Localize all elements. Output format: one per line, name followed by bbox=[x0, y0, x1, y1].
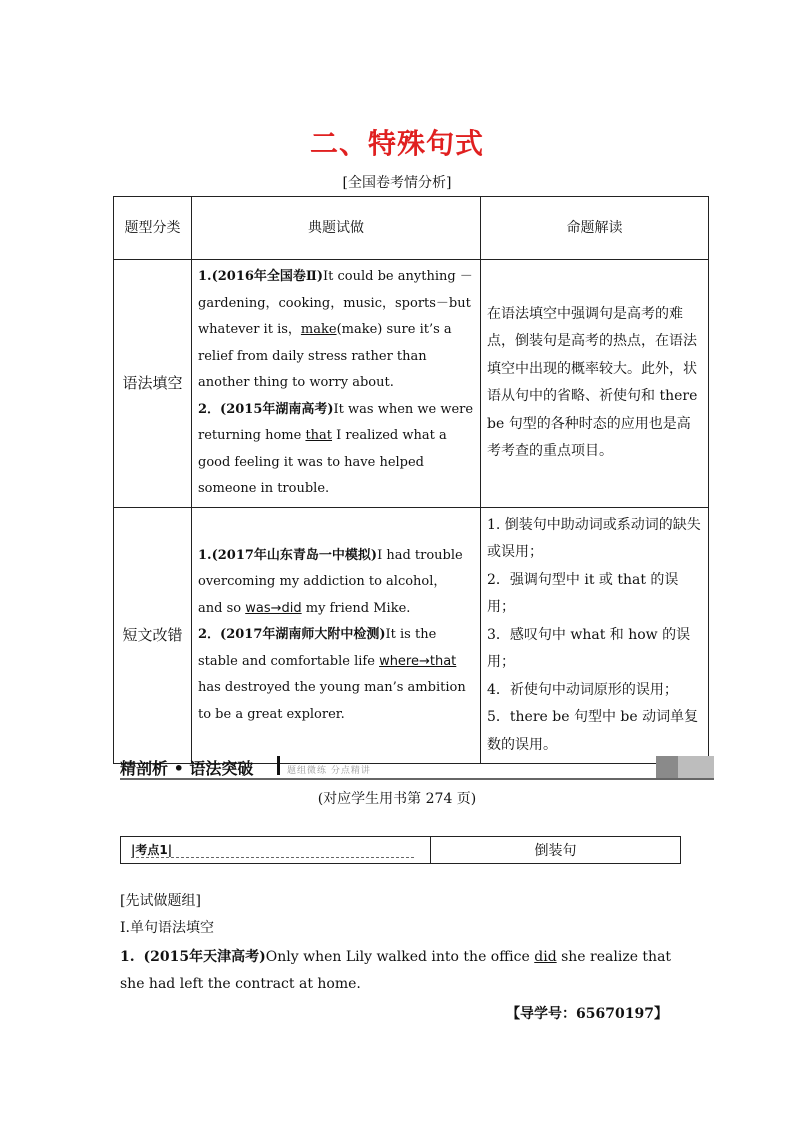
analysis-item: 3．感叹句中 what 和 how 的误用； bbox=[487, 626, 691, 670]
decor-block bbox=[656, 756, 678, 778]
q-text: It is the stable and comfortable life bbox=[198, 627, 437, 669]
guide-number: 【导学号：65670197】 bbox=[506, 1006, 668, 1022]
analysis-item: 1. 倒装句中助动词或系动词的缺失或误用； bbox=[487, 516, 701, 560]
q-text: It was when we were returning home bbox=[198, 401, 474, 443]
q-text: my friend Mike. bbox=[301, 600, 411, 616]
q-num: 2． bbox=[198, 401, 221, 417]
row-type: 语法填空 bbox=[114, 260, 192, 508]
table-row bbox=[114, 260, 709, 508]
table-header-row bbox=[114, 197, 709, 260]
header-questions: 典题试做 bbox=[192, 197, 481, 260]
q-answer: that bbox=[305, 428, 333, 443]
q-text: I realized what a good feeling it was to have helped someone in trouble. bbox=[198, 428, 447, 496]
analysis-item: 2．强调句型中 it 或 that 的误用； bbox=[487, 571, 679, 615]
table-caption: [全国卷考情分析] bbox=[342, 175, 452, 191]
group-title: [先试做题组] bbox=[120, 893, 201, 909]
q-source: (2017年山东青岛一中模拟) bbox=[211, 547, 378, 563]
question-item bbox=[198, 543, 474, 623]
q-text: Only when Lily walked into the office bbox=[265, 949, 535, 965]
q-text: she realize that she had left the contract at home. bbox=[120, 949, 672, 992]
q-num: 1. bbox=[120, 949, 135, 965]
analysis-table bbox=[113, 196, 709, 764]
q-num: 1. bbox=[198, 269, 212, 284]
q-source: (2015年湖南高考) bbox=[220, 401, 334, 417]
header-analysis: 命题解读 bbox=[481, 197, 709, 260]
decor-block bbox=[678, 756, 714, 778]
q-source: (2015年天津高考) bbox=[143, 949, 266, 965]
q-source: (2016年全国卷Ⅱ) bbox=[211, 269, 324, 284]
question-item bbox=[198, 622, 474, 728]
section-separator bbox=[277, 756, 280, 775]
section-subtitle: 题组微练 分点精讲 bbox=[287, 766, 371, 776]
row-questions bbox=[192, 507, 481, 764]
q-answer: where→that bbox=[379, 653, 457, 669]
row-questions bbox=[192, 260, 481, 508]
q-text: has destroyed the young man’s ambition to be a great explorer. bbox=[198, 680, 466, 722]
q-answer: was→did bbox=[245, 600, 302, 616]
q-answer: make bbox=[300, 322, 337, 337]
section-title: 精剖析 • 语法突破 bbox=[120, 759, 254, 778]
section-header-bar bbox=[120, 756, 714, 780]
page-title: 二、特殊句式 bbox=[309, 127, 484, 160]
analysis-item: 5．there be 句型中 be 动词单复数的误用。 bbox=[487, 709, 699, 753]
question-item bbox=[198, 264, 474, 397]
kaodian-label: |考点1| bbox=[131, 843, 173, 857]
analysis-item: 4．祈使句中动词原形的误用； bbox=[487, 681, 678, 698]
kaodian-box bbox=[120, 836, 681, 864]
row-analysis: 在语法填空中强调句是高考的难点，倒装句是高考的热点，在语法填空中出现的概率较大。此外，状语从句中的省略、祈使句和 there be 句型的各种时态的应用也是高考考查的重点项目。 bbox=[481, 260, 709, 508]
kaodian-title: 倒装句 bbox=[534, 843, 577, 859]
kaodian-dash-line bbox=[131, 857, 414, 858]
q-answer: did bbox=[534, 949, 557, 965]
table-row bbox=[114, 507, 709, 764]
header-type: 题型分类 bbox=[114, 197, 192, 260]
q-text: It could be anything －gardening，cooking，music，sports－but whatever it is， bbox=[198, 269, 473, 337]
row-analysis bbox=[481, 507, 709, 764]
question-item bbox=[198, 397, 474, 503]
exercise-question bbox=[120, 944, 680, 998]
q-source: (2017年湖南师大附中检测) bbox=[220, 627, 386, 642]
part-title: Ⅰ.单句语法填空 bbox=[120, 920, 214, 936]
reference-note: (对应学生用书第 274 页) bbox=[317, 791, 477, 807]
q-num: 2． bbox=[198, 627, 221, 642]
q-num: 1. bbox=[198, 547, 212, 563]
q-text: (make) sure it’s a relief from daily stress rather than another thing to worry about. bbox=[198, 322, 452, 390]
row-type: 短文改错 bbox=[114, 507, 192, 764]
q-text: I had trouble overcoming my addiction to alcohol， and so bbox=[198, 547, 463, 616]
